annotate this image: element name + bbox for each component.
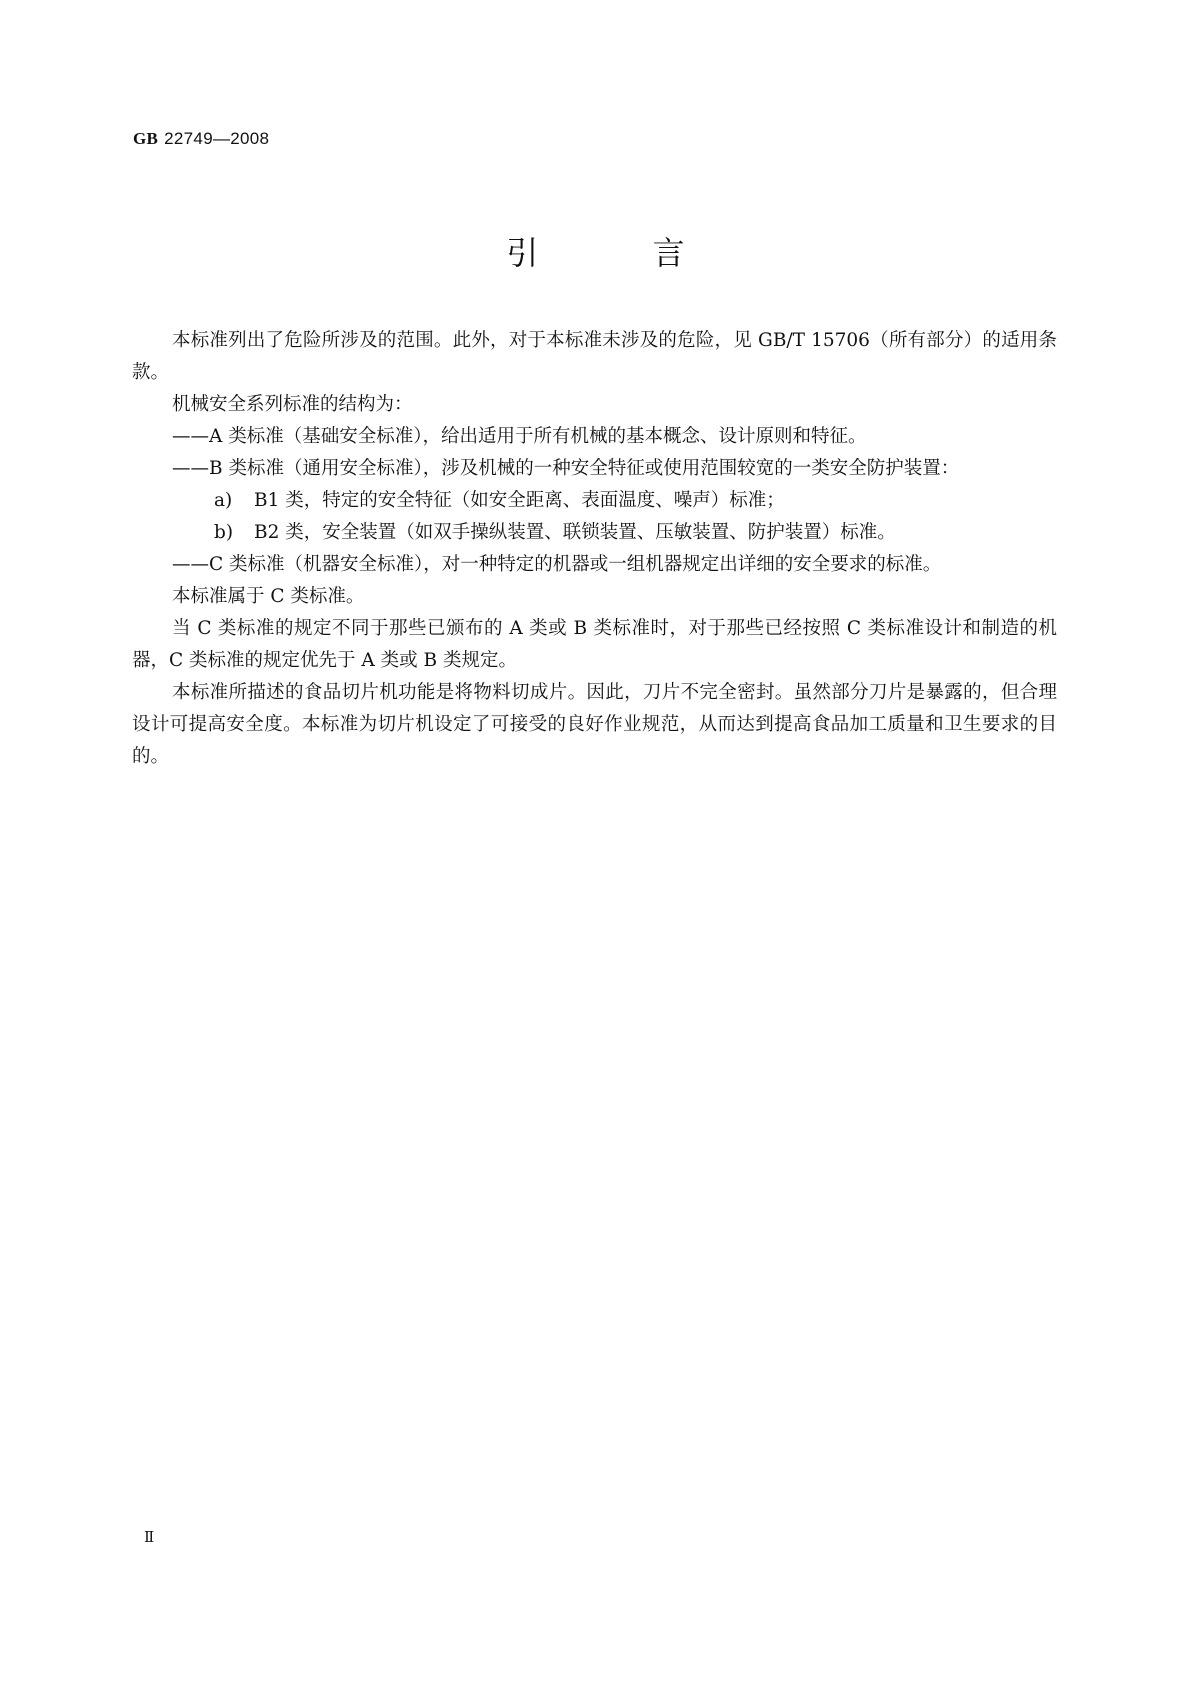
list-marker-b: b) [214,522,234,543]
paragraph-type-b: ——B 类标准（通用安全标准），涉及机械的一种安全特征或使用范围较宽的一类安全防护装置： [172,458,960,479]
list-item-b2 [132,517,1057,549]
list-text-b1: B1 类，特定的安全特征（如安全距离、表面温度、噪声）标准； [254,490,785,511]
paragraph-precedence: 当 C 类标准的规定不同于那些已颁布的 A 类或 B 类标准时，对于那些已经按照 C 类标准设计和制造的机器，C 类标准的规定优先于 A 类或 B 类规定。 [132,618,1057,671]
list-marker-a: a) [214,490,233,511]
paragraph-belongs-c: 本标准属于 C 类标准。 [172,586,365,607]
standard-code [133,129,269,149]
page-number: Ⅱ [144,1528,155,1546]
standard-number: 22749—2008 [164,129,270,148]
paragraph-scope: 本标准列出了危险所涉及的范围。此外，对于本标准未涉及的危险，见 GB/T 15706（所有部分）的适用条款。 [132,330,1057,383]
standard-prefix: GB [133,129,159,148]
paragraph-type-a: ——A 类标准（基础安全标准），给出适用于所有机械的基本概念、设计原则和特征。 [172,426,867,447]
paragraph-slicer-purpose: 本标准所描述的食品切片机功能是将物料切成片。因此，刀片不完全密封。虽然部分刀片是暴露的，但合理设计可提高安全度。本标准为切片机设定了可接受的良好作业规范，从而达到提高食品加工质量和卫生要求的目的。 [132,682,1057,767]
list-text-b2: B2 类，安全装置（如双手操纵装置、联锁装置、压敏装置、防护装置）标准。 [254,522,896,543]
paragraph-structure-intro: 机械安全系列标准的结构为： [172,394,413,415]
paragraph-type-c: ——C 类标准（机器安全标准），对一种特定的机器或一组机器规定出详细的安全要求的标准。 [172,554,942,575]
introduction-body [132,325,1057,773]
list-item-b1 [132,485,1057,517]
page-title: 引 言 [506,234,737,272]
